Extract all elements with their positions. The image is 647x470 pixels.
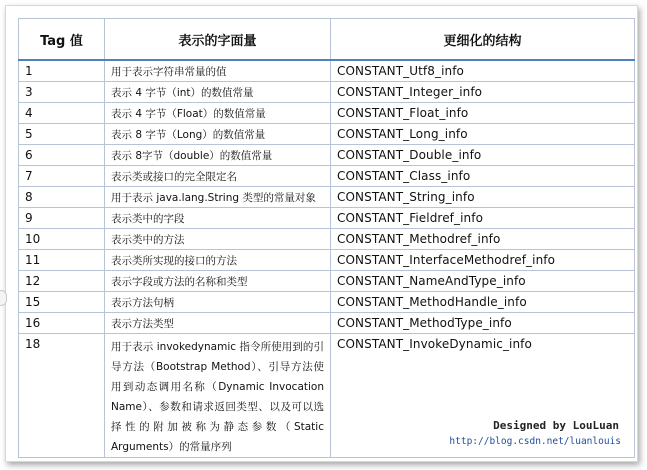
tag-cell: 18 bbox=[19, 334, 105, 458]
figure-frame bbox=[5, 5, 638, 462]
blog-url: http://blog.csdn.net/luanlouis bbox=[449, 436, 621, 447]
table-row bbox=[19, 187, 635, 208]
desc-cell: 表示类中的字段 bbox=[105, 208, 331, 229]
desc-cell: 用于表示 invokedynamic 指令所使用到的引导方法（Bootstrap Method）、引导方法使用到动态调用名称（Dynamic Invocation Name）、参数和请求返回类型、以及可以选择性的附加被称为静态参数（Static Arguments）的常量序列 bbox=[105, 334, 331, 458]
tag-cell: 5 bbox=[19, 124, 105, 145]
structure-cell: CONSTANT_Long_info bbox=[331, 124, 635, 145]
structure-cell: CONSTANT_InvokeDynamic_info bbox=[331, 334, 635, 458]
tag-cell: 16 bbox=[19, 313, 105, 334]
header-literal: 表示的字面量 bbox=[105, 19, 331, 61]
table-row bbox=[19, 229, 635, 250]
structure-cell: CONSTANT_String_info bbox=[331, 187, 635, 208]
desc-cell: 表示方法类型 bbox=[105, 313, 331, 334]
structure-cell: CONSTANT_Fieldref_info bbox=[331, 208, 635, 229]
tag-cell: 7 bbox=[19, 166, 105, 187]
structure-cell: CONSTANT_Class_info bbox=[331, 166, 635, 187]
tag-cell: 12 bbox=[19, 271, 105, 292]
structure-cell: CONSTANT_MethodHandle_info bbox=[331, 292, 635, 313]
desc-cell: 表示 8 字节（Long）的数值常量 bbox=[105, 124, 331, 145]
tag-cell: 4 bbox=[19, 103, 105, 124]
desc-cell: 表示方法句柄 bbox=[105, 292, 331, 313]
desc-cell: 用于表示 java.lang.String 类型的常量对象 bbox=[105, 187, 331, 208]
table-row bbox=[19, 145, 635, 166]
structure-cell: CONSTANT_Utf8_info bbox=[331, 60, 635, 82]
constant-pool-table bbox=[18, 18, 635, 458]
structure-cell: CONSTANT_InterfaceMethodref_info bbox=[331, 250, 635, 271]
tag-cell: 10 bbox=[19, 229, 105, 250]
structure-cell: CONSTANT_Double_info bbox=[331, 145, 635, 166]
table-row bbox=[19, 250, 635, 271]
desc-cell: 用于表示字符串常量的值 bbox=[105, 60, 331, 82]
tag-cell: 8 bbox=[19, 187, 105, 208]
header-row bbox=[19, 19, 635, 61]
desc-cell: 表示 4 字节（Float）的数值常量 bbox=[105, 103, 331, 124]
table-row bbox=[19, 124, 635, 145]
structure-cell: CONSTANT_Integer_info bbox=[331, 82, 635, 103]
tag-cell: 6 bbox=[19, 145, 105, 166]
tag-cell: 15 bbox=[19, 292, 105, 313]
tag-cell: 1 bbox=[19, 60, 105, 82]
table-row bbox=[19, 166, 635, 187]
table-row bbox=[19, 82, 635, 103]
desc-cell: 表示类所实现的接口的方法 bbox=[105, 250, 331, 271]
header-tag: Tag 值 bbox=[19, 19, 105, 61]
structure-cell: CONSTANT_NameAndType_info bbox=[331, 271, 635, 292]
desc-cell: 表示 8字节（double）的数值常量 bbox=[105, 145, 331, 166]
tag-cell: 11 bbox=[19, 250, 105, 271]
credit-watermark bbox=[449, 418, 621, 447]
table-row bbox=[19, 103, 635, 124]
table-row bbox=[19, 313, 635, 334]
desc-cell: 表示类中的方法 bbox=[105, 229, 331, 250]
designed-by-label: Designed by LouLuan bbox=[449, 418, 621, 433]
table-row bbox=[19, 208, 635, 229]
desc-cell: 表示字段或方法的名称和类型 bbox=[105, 271, 331, 292]
tag-cell: 9 bbox=[19, 208, 105, 229]
table-row bbox=[19, 271, 635, 292]
structure-cell: CONSTANT_MethodType_info bbox=[331, 313, 635, 334]
structure-cell: CONSTANT_Float_info bbox=[331, 103, 635, 124]
structure-cell: CONSTANT_Methodref_info bbox=[331, 229, 635, 250]
header-structure: 更细化的结构 bbox=[331, 19, 635, 61]
table-row bbox=[19, 60, 635, 82]
tag-cell: 3 bbox=[19, 82, 105, 103]
desc-cell: 表示类或接口的完全限定名 bbox=[105, 166, 331, 187]
table-row bbox=[19, 292, 635, 313]
desc-cell: 表示 4 字节（int）的数值常量 bbox=[105, 82, 331, 103]
